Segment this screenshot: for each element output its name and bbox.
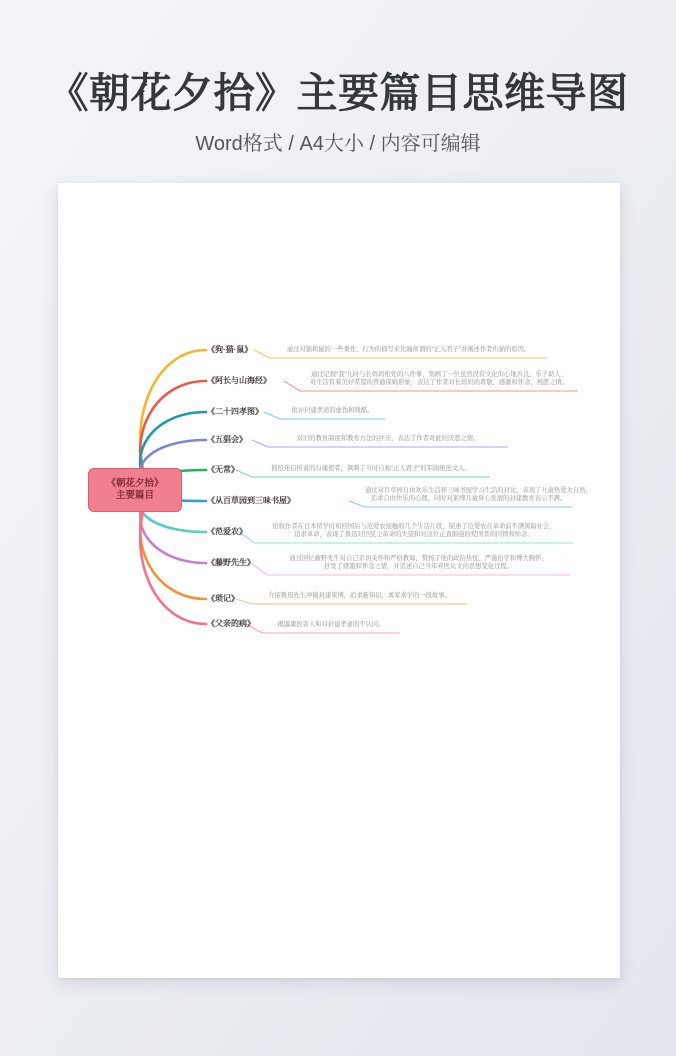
branch-desc-line: 对旧的教育制度和教育方法的抨击，表达了作者对此的厌恶之情。 [296,435,480,443]
branch-title: 《阿长与山海经》 [207,376,271,385]
branch-desc-line: 追求革命，表现了鲁迅对旧民主革命的失望和对这位正直倔强的爱国者的同情和悼念。 [294,531,534,539]
branch-desc-line: 抒发了感激和怀念之情，并追述自己当年弃医从文的思想变化过程。 [324,563,513,571]
branch-title: 《从百草园到三味书屋》 [207,496,295,505]
page-subtitle: Word格式 / A4大小 / 内容可编辑 [195,133,481,155]
branch-title: 《无常》 [207,465,239,474]
branch-desc [365,486,592,504]
branch-title: 《范爱农》 [207,527,247,536]
root-node-line2: 主要篇目 [115,490,154,501]
branch-desc [268,435,508,444]
root-node-line1: 《朝花夕拾》 [106,478,164,489]
branch-desc-line: 揭露庸医害人和对封建孝道的不认同。 [277,621,385,629]
branch-title: 《藤野先生》 [207,558,255,567]
branch-desc [262,621,400,630]
branch-title: 《二十四孝图》 [207,407,263,416]
branch-desc [252,465,490,474]
page-title: 《朝花夕拾》主要篇目思维导图 [47,70,629,116]
branch-title: 《狗·猫·鼠》 [207,345,253,354]
branch-desc-line: 描绘迷信传说的勾魂使者，讽刺了当时自称“正人君子”的军阀统治文人。 [271,465,471,473]
branch-desc-line: 对生活有着美好希望的普通保姆形象，表达了作者对长妈妈的尊敬、感激和怀念、祝愿之情。 [309,379,569,387]
branch-desc [270,346,547,355]
branch-desc [255,523,573,540]
branch-desc [280,407,385,416]
root-node [88,468,182,512]
branch-title: 《五猖会》 [207,435,247,444]
branch-title: 《父亲的病》 [207,619,255,628]
branch-title: 《琐记》 [207,594,239,603]
branch-desc-line: 介绍鲁迅先生冲破封建束缚，追求新知识，离家求学的一段故事。 [268,592,451,600]
branch-desc [300,371,578,388]
branch-desc-line: 批评封建孝道的虚伪和残酷。 [291,407,374,415]
branch-desc-line: 通过记叙“我”儿时与长妈妈相处的八件事，刻画了一位虽然没有文化但心地善良、乐于助人、 [310,370,568,378]
branch-desc-line: 通过对百草园自由欢乐生活和三味书屋学习生活的对比，表现了儿童热爱大自然、 [365,486,592,494]
branch-desc-line: 通过回忆藤野先生对自己亲切关怀和严格教诲，赞扬了他的政治热忱、严谨治学和博大胸怀， [289,554,548,562]
branch-desc-line: 追叙作者在日本留学时和回国后与范爱农接触的几个生活片段，描述了范爱农在革命前不满黑暗社会、 [272,522,556,530]
branch-desc-line: 追求自由快乐的心理，同时对束缚儿童身心发展的封建教育表示不满。 [370,495,567,503]
branch-desc-line: 通过对猫和鼠的一些秉性、行为的描写来比喻所谓的“正人君子”并阐述作者仇猫的原因。 [286,346,531,354]
branch-desc [267,555,570,572]
branch-desc [252,592,467,601]
